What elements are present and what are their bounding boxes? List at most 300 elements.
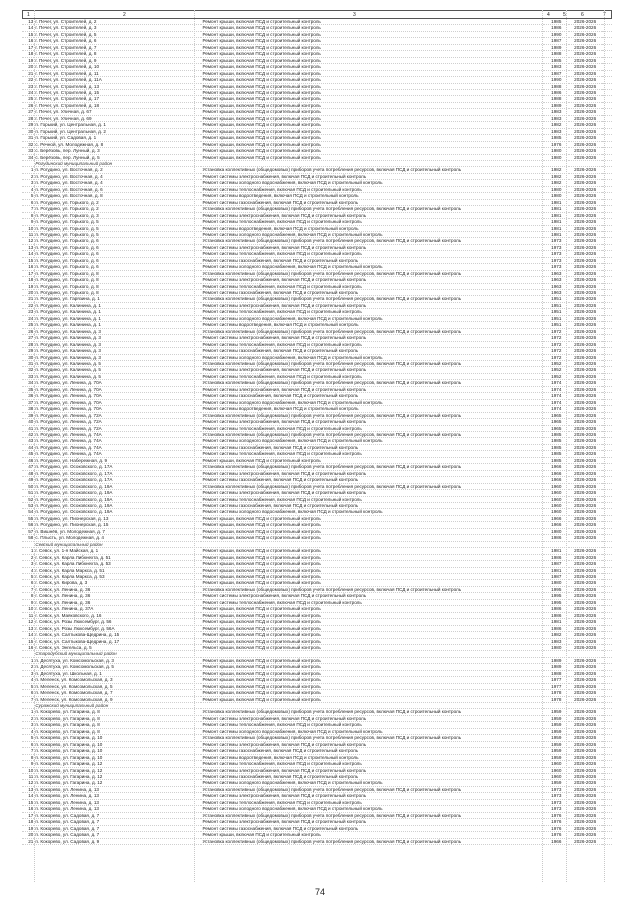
row-number: 15	[22, 31, 34, 37]
period-cell: 2026-2026	[569, 122, 602, 128]
period-cell: 2026-2026	[569, 264, 602, 270]
year-cell: 1982	[544, 122, 569, 128]
work-type-cell: Ремонт крыши, включая ПСД и строительный контроль	[201, 89, 543, 95]
period-cell: 2026-2026	[569, 748, 602, 754]
row-number: 11	[22, 774, 34, 780]
address-cell: с. Речной, ул. Молодежная, д. 8	[34, 141, 201, 147]
work-type-cell: Ремонт системы газоснабжения, включая ПСД и строительный контроль	[201, 199, 543, 205]
year-cell: 1989	[544, 44, 569, 50]
period-cell: 2026-2026	[569, 328, 602, 334]
address-cell: г. Печег, ул. Строителей, д. 17	[34, 96, 201, 102]
address-cell: г. Севск, ул. Карла Маркса, д. 51	[34, 567, 201, 573]
work-type-cell: Ремонт системы электроснабжения, включая ПСД и строительный контроль	[201, 490, 543, 496]
address-cell: п. Рогудино, ул. Калинина, д. 5	[34, 361, 201, 367]
period-cell: 2026-2026	[569, 51, 602, 57]
period-cell: 2026-2026	[569, 44, 602, 50]
period-cell: 2026-2026	[569, 380, 602, 386]
period-cell: 2026-2026	[569, 419, 602, 425]
work-type-cell: Ремонт системы холодного водоснабжения, включая ПСД и строительный контроль	[201, 509, 543, 515]
year-cell: 1960	[544, 774, 569, 780]
address-cell: п. Рогудино, ул. Горького, д. 6	[34, 238, 201, 244]
work-type-cell: Ремонт системы водоотведения, включая ПСД и строительный контроль	[201, 754, 543, 760]
row-number: 21	[22, 296, 34, 302]
work-type-cell: Ремонт системы холодного водоснабжения, включая ПСД и строительный контроль	[201, 315, 543, 321]
year-cell: 1988	[544, 51, 569, 57]
work-type-cell: Ремонт крыши, включая ПСД и строительный контроль	[201, 657, 543, 663]
address-cell: п. Рогудино, ул. Ленина, д. 70А	[34, 406, 201, 412]
period-cell: 2026-2026	[569, 644, 602, 650]
address-cell: п. Кокорево, ул. Гагарина, д. 8	[34, 722, 201, 728]
row-number: 1	[22, 709, 34, 715]
address-cell: п. Рогудино, ул. Осоковского, д. 19А	[34, 496, 201, 502]
row-number: 9	[22, 219, 34, 225]
row-number: 10	[22, 606, 34, 612]
address-cell: п. Кокорево, ул. Ленина, д. 13	[34, 786, 201, 792]
work-type-cell: Ремонт крыши, включая ПСД и строительный контроль	[201, 554, 543, 560]
row-number: 30	[22, 354, 34, 360]
row-number: 24	[22, 315, 34, 321]
row-number: 47	[22, 464, 34, 470]
year-cell: 1981	[544, 199, 569, 205]
table-row	[22, 838, 612, 844]
address-cell: п. Рогудино, ул. Осоковского, д. 19А	[34, 483, 201, 489]
period-cell: 2026-2026	[569, 412, 602, 418]
work-type-cell: Ремонт крыши, включая ПСД и строительный контроль	[201, 51, 543, 57]
period-cell: 2026-2026	[569, 193, 602, 199]
year-cell: 1995	[544, 586, 569, 592]
year-cell: 1972	[544, 354, 569, 360]
work-type-cell: Ремонт крыши, включая ПСД и строительный контроль	[201, 64, 543, 70]
work-type-cell: Установка коллективных (общедомовых) приборов учета потребления ресурсов, включая ПСД и строительный контроль	[201, 432, 543, 438]
period-cell: 2026-2026	[569, 470, 602, 476]
address-cell: п. Рогудино, ул. Ленина, д. 72А	[34, 412, 201, 418]
work-type-cell: Ремонт системы водоотведения, включая ПСД и строительный контроль	[201, 322, 543, 328]
period-cell: 2026-2026	[569, 438, 602, 444]
address-cell: г. Севск, ул. 1-я Майская, д. 1	[34, 548, 201, 554]
year-cell: 1952	[544, 373, 569, 379]
address-cell: г. Севск, ул. Кирова, д. 3	[34, 580, 201, 586]
row-number: 54	[22, 509, 34, 515]
period-cell: 2026-2026	[569, 386, 602, 392]
address-cell: п. Рогудино, ул. Калинина, д. 1	[34, 309, 201, 315]
period-cell: 2026-2026	[569, 451, 602, 457]
address-cell: п. Кокорево, ул. Садовая, д. 7	[34, 812, 201, 818]
row-number: 1	[22, 548, 34, 554]
row-number: 16	[22, 264, 34, 270]
year-cell: 1978	[544, 696, 569, 702]
work-type-cell: Ремонт крыши, включая ПСД и строительный контроль	[201, 612, 543, 618]
work-type-cell: Ремонт крыши, включая ПСД и строительный контроль	[201, 606, 543, 612]
address-cell: п. Рогудино, ул. Пионерская, д. 13	[34, 515, 201, 521]
year-cell: 1976	[544, 141, 569, 147]
period-cell: 2026-2026	[569, 477, 602, 483]
row-number: 11	[22, 612, 34, 618]
work-type-cell: Ремонт системы теплоснабжения, включая ПСД и строительный контроль	[201, 761, 543, 767]
period-cell: 2026-2026	[569, 309, 602, 315]
period-cell: 2026-2026	[569, 606, 602, 612]
row-number: 14	[22, 25, 34, 31]
period-cell: 2026-2026	[569, 619, 602, 625]
year-cell: 1980	[544, 148, 569, 154]
row-number: 26	[22, 328, 34, 334]
year-cell: 1976	[544, 832, 569, 838]
year-cell: 1963	[544, 277, 569, 283]
period-cell: 2026-2026	[569, 399, 602, 405]
year-cell: 1976	[544, 819, 569, 825]
year-cell: 1966	[544, 477, 569, 483]
address-cell: г. Севск, ул. Салтыкова-Щедрина, д. 17	[34, 638, 201, 644]
address-cell: п. Меленск, ул. Комсомольская, д. 5	[34, 683, 201, 689]
work-type-cell: Ремонт системы электроснабжения, включая ПСД и строительный контроль	[201, 819, 543, 825]
year-cell: 1985	[544, 451, 569, 457]
period-cell: 2026-2026	[569, 573, 602, 579]
row-number: 25	[22, 96, 34, 102]
row-number: 13	[22, 625, 34, 631]
address-cell: п. Десятуха, ул. Школьная, д. 1	[34, 670, 201, 676]
period-cell: 2026-2026	[569, 38, 602, 44]
year-cell: 1973	[544, 251, 569, 257]
year-cell: 1980	[544, 154, 569, 160]
year-cell: 1960	[544, 509, 569, 515]
row-number: 31	[22, 361, 34, 367]
year-cell: 1960	[544, 483, 569, 489]
work-type-cell: Установка коллективных (общедомовых) приборов учета потребления ресурсов, включая ПСД и строительный контроль	[201, 586, 543, 592]
year-cell: 1983	[544, 115, 569, 121]
work-type-cell: Установка коллективных (общедомовых) приборов учета потребления ресурсов, включая ПСД и строительный контроль	[201, 270, 543, 276]
address-cell: г. Печег, ул. Строителей, д. 8	[34, 51, 201, 57]
address-cell: п. Рогудино, ул. Ленина, д. 74А	[34, 438, 201, 444]
address-cell: г. Севск, ул. Карла Либкнехта, д. 51	[34, 554, 201, 560]
work-type-cell: Установка коллективных (общедомовых) приборов учета потребления ресурсов, включая ПСД и строительный контроль	[201, 328, 543, 334]
work-type-cell: Установка коллективных (общедомовых) приборов учета потребления ресурсов, включая ПСД и строительный контроль	[201, 167, 543, 173]
period-cell: 2026-2026	[569, 561, 602, 567]
work-type-cell: Ремонт крыши, включая ПСД и строительный контроль	[201, 548, 543, 554]
row-number: 23	[22, 309, 34, 315]
year-cell: 1985	[544, 444, 569, 450]
year-cell: 1982	[544, 173, 569, 179]
year-cell: 1981	[544, 548, 569, 554]
row-number: 42	[22, 432, 34, 438]
period-cell: 2026-2026	[569, 341, 602, 347]
address-cell: п. Рогудино, ул. Ленина, д. 70А	[34, 393, 201, 399]
period-cell: 2026-2026	[569, 354, 602, 360]
work-type-cell: Ремонт системы газоснабжения, включая ПСД и строительный контроль	[201, 257, 543, 263]
year-cell: 1960	[544, 490, 569, 496]
period-cell: 2026-2026	[569, 767, 602, 773]
year-cell: 1981	[544, 231, 569, 237]
work-type-cell: Ремонт системы газоснабжения, включая ПСД и строительный контроль	[201, 348, 543, 354]
row-number: 55	[22, 515, 34, 521]
work-type-cell: Ремонт крыши, включая ПСД и строительный контроль	[201, 567, 543, 573]
period-cell: 2026-2026	[569, 251, 602, 257]
year-cell: 1973	[544, 806, 569, 812]
year-cell: 1988	[544, 96, 569, 102]
year-cell: 1985	[544, 19, 569, 25]
address-cell: г. Печег, ул. Строителей, д. 13	[34, 83, 201, 89]
year-cell: 1983	[544, 109, 569, 115]
period-cell: 2026-2026	[569, 128, 602, 134]
header-col-2: 2	[123, 12, 126, 18]
address-cell: с. Плысть, ул. Молодежная, д. 4	[34, 535, 201, 541]
period-cell: 2026-2026	[569, 490, 602, 496]
document-sheet	[22, 10, 612, 882]
address-cell: п. Рогудино, ул. Восточная, д. 6	[34, 186, 201, 192]
row-number: 18	[22, 277, 34, 283]
address-cell: п. Рогудино, ул. Горького, д. 6	[34, 264, 201, 270]
work-type-cell: Ремонт крыши, включая ПСД и строительный контроль	[201, 102, 543, 108]
address-cell: Рогудинский муниципальный район	[34, 160, 201, 166]
period-cell: 2026-2026	[569, 199, 602, 205]
year-cell: 1976	[544, 812, 569, 818]
address-cell: п. Рогудино, ул. Набережная, д. 9	[34, 457, 201, 463]
row-number: 17	[22, 270, 34, 276]
period-cell: 2026-2026	[569, 257, 602, 263]
address-cell: п. Рогудино, ул. Осоковского, д. 19А	[34, 490, 201, 496]
work-type-cell: Установка коллективных (общедомовых) приборов учета потребления ресурсов, включая ПСД и строительный контроль	[201, 812, 543, 818]
year-cell: 1963	[544, 290, 569, 296]
period-cell: 2026-2026	[569, 335, 602, 341]
address-cell: п. Рогудино, ул. Калинина, д. 1	[34, 315, 201, 321]
period-cell: 2026-2026	[569, 64, 602, 70]
year-cell: 1980	[544, 528, 569, 534]
address-cell: п. Рогудино, ул. Горького, д. 8	[34, 290, 201, 296]
row-number: 2	[22, 173, 34, 179]
address-cell: г. Севск, ул. Энгельса, д. 5	[34, 644, 201, 650]
period-cell: 2026-2026	[569, 457, 602, 463]
period-cell: 2026-2026	[569, 522, 602, 528]
work-type-cell: Ремонт крыши, включая ПСД и строительный контроль	[201, 83, 543, 89]
row-number: 3	[22, 561, 34, 567]
row-number: 4	[22, 186, 34, 192]
period-cell: 2026-2026	[569, 219, 602, 225]
header-col-4: 4	[547, 12, 550, 18]
year-cell: 1980	[544, 644, 569, 650]
period-cell: 2026-2026	[569, 761, 602, 767]
work-type-cell: Ремонт системы холодного водоснабжения, включая ПСД и строительный контроль	[201, 806, 543, 812]
work-type-cell: Ремонт системы холодного водоснабжения, включая ПСД и строительный контроль	[201, 264, 543, 270]
address-cell: п. Кокорево, ул. Гагарина, д. 10	[34, 741, 201, 747]
row-number: 7	[22, 586, 34, 592]
row-number: 31	[22, 135, 34, 141]
period-cell: 2026-2026	[569, 528, 602, 534]
work-type-cell: Ремонт крыши, включая ПСД и строительный контроль	[201, 515, 543, 521]
year-cell: 1966	[544, 838, 569, 844]
period-cell: 2026-2026	[569, 593, 602, 599]
period-cell: 2026-2026	[569, 754, 602, 760]
address-cell: п. Кокорево, ул. Гагарина, д. 10	[34, 754, 201, 760]
year-cell: 1990	[544, 31, 569, 37]
period-cell: 2026-2026	[569, 77, 602, 83]
row-number: 40	[22, 419, 34, 425]
row-number: 21	[22, 70, 34, 76]
row-number: 2	[22, 715, 34, 721]
year-cell: 1966	[544, 470, 569, 476]
work-type-cell: Ремонт крыши, включая ПСД и строительный контроль	[201, 677, 543, 683]
work-type-cell: Ремонт системы теплоснабжения, включая ПСД и строительный контроль	[201, 341, 543, 347]
year-cell: 1986	[544, 606, 569, 612]
row-number: 19	[22, 57, 34, 63]
address-cell: п. Рогудино, ул. Ленина, д. 70А	[34, 386, 201, 392]
address-cell: п. Рогудино, ул. Ленина, д. 74А	[34, 451, 201, 457]
year-cell: 1974	[544, 380, 569, 386]
work-type-cell: Ремонт системы холодного водоснабжения, включая ПСД и строительный контроль	[201, 399, 543, 405]
address-cell: п. Кокорево, ул. Ленина, д. 13	[34, 806, 201, 812]
period-cell: 2026-2026	[569, 496, 602, 502]
work-type-cell: Ремонт системы газоснабжения, включая ПСД и строительный контроль	[201, 502, 543, 508]
row-number: 23	[22, 83, 34, 89]
year-cell: 1960	[544, 502, 569, 508]
work-type-cell: Ремонт системы холодного водоснабжения, включая ПСД и строительный контроль	[201, 180, 543, 186]
work-type-cell: Ремонт крыши, включая ПСД и строительный контроль	[201, 832, 543, 838]
year-cell: 1986	[544, 89, 569, 95]
period-cell: 2026-2026	[569, 554, 602, 560]
year-cell: 1972	[544, 328, 569, 334]
address-cell: п. Кокорево, ул. Садовая, д. 9	[34, 838, 201, 844]
address-cell: г. Печег, ул. Строителей, д. 6	[34, 38, 201, 44]
work-type-cell: Ремонт системы электроснабжения, включая ПСД и строительный контроль	[201, 470, 543, 476]
year-cell: 1974	[544, 393, 569, 399]
year-cell: 1987	[544, 38, 569, 44]
work-type-cell: Ремонт системы газоснабжения, включая ПСД и строительный контроль	[201, 444, 543, 450]
year-cell: 1951	[544, 315, 569, 321]
row-number: 4	[22, 677, 34, 683]
year-cell: 1973	[544, 793, 569, 799]
year-cell: 1973	[544, 257, 569, 263]
period-cell: 2026-2026	[569, 302, 602, 308]
period-cell: 2026-2026	[569, 109, 602, 115]
work-type-cell: Ремонт системы газоснабжения, включая ПСД и строительный контроль	[201, 393, 543, 399]
address-cell: п. Рогудино, ул. Калинина, д. 3	[34, 328, 201, 334]
year-cell: 1951	[544, 309, 569, 315]
address-cell: г. Печег, ул. Строителей, д. 3	[34, 25, 201, 31]
row-number: 18	[22, 819, 34, 825]
work-type-cell: Ремонт крыши, включая ПСД и строительный контроль	[201, 38, 543, 44]
period-cell: 2026-2026	[569, 212, 602, 218]
row-number: 36	[22, 393, 34, 399]
address-cell: г. Печег, ул. Строителей, д. 5	[34, 31, 201, 37]
row-number: 17	[22, 812, 34, 818]
address-cell: п. Кокорево, ул. Гагарина, д. 8	[34, 715, 201, 721]
row-number: 14	[22, 793, 34, 799]
period-cell: 2026-2026	[569, 231, 602, 237]
row-number: 13	[22, 786, 34, 792]
work-type-cell: Ремонт системы электроснабжения, включая ПСД и строительный контроль	[201, 335, 543, 341]
year-cell: 1965	[544, 412, 569, 418]
row-number: 49	[22, 477, 34, 483]
period-cell: 2026-2026	[569, 548, 602, 554]
period-cell: 2026-2026	[569, 19, 602, 25]
row-number: 12	[22, 780, 34, 786]
period-cell: 2026-2026	[569, 425, 602, 431]
year-cell: 1983	[544, 64, 569, 70]
year-cell: 1987	[544, 561, 569, 567]
year-cell: 1965	[544, 425, 569, 431]
address-cell: п. Рогудино, ул. Пионерская, д. 15	[34, 522, 201, 528]
year-cell: 1977	[544, 677, 569, 683]
row-number: 38	[22, 406, 34, 412]
period-cell: 2026-2026	[569, 406, 602, 412]
address-cell: п. Рогудино, ул. Гарязина, д. 1	[34, 296, 201, 302]
year-cell: 1959	[544, 728, 569, 734]
row-number: 53	[22, 502, 34, 508]
year-cell: 1952	[544, 361, 569, 367]
work-type-cell: Установка коллективных (общедомовых) приборов учета потребления ресурсов, включая ПСД и строительный контроль	[201, 412, 543, 418]
address-cell: Стародубский муниципальный район	[34, 651, 201, 657]
year-cell: 1981	[544, 219, 569, 225]
work-type-cell: Ремонт системы теплоснабжения, включая ПСД и строительный контроль	[201, 496, 543, 502]
work-type-cell: Ремонт системы электроснабжения, включая ПСД и строительный контроль	[201, 244, 543, 250]
work-type-cell: Ремонт крыши, включая ПСД и строительный контроль	[201, 154, 543, 160]
period-cell: 2026-2026	[569, 793, 602, 799]
address-cell: п. Рогудино, ул. Горького, д. 5	[34, 219, 201, 225]
page-number: 74	[314, 887, 325, 897]
work-type-cell: Ремонт системы холодного водоснабжения, включая ПСД и строительный контроль	[201, 780, 543, 786]
year-cell: 1951	[544, 302, 569, 308]
row-number: 14	[22, 251, 34, 257]
work-type-cell: Ремонт системы газоснабжения, включая ПСД и строительный контроль	[201, 825, 543, 831]
work-type-cell: Ремонт системы электроснабжения, включая ПСД и строительный контроль	[201, 212, 543, 218]
work-type-cell: Ремонт системы холодного водоснабжения, включая ПСД и строительный контроль	[201, 438, 543, 444]
work-type-cell: Ремонт системы холодного водоснабжения, включая ПСД и строительный контроль	[201, 728, 543, 734]
period-cell: 2026-2026	[569, 296, 602, 302]
row-number: 43	[22, 438, 34, 444]
year-cell: 1986	[544, 25, 569, 31]
address-cell: п. Рогудино, ул. Горького, д. 6	[34, 244, 201, 250]
address-cell: п. Рогудино, ул. Ленина, д. 70А	[34, 399, 201, 405]
year-cell: 1960	[544, 496, 569, 502]
work-type-cell: Ремонт системы теплоснабжения, включая ПСД и строительный контроль	[201, 722, 543, 728]
row-number: 46	[22, 457, 34, 463]
row-number: 5	[22, 193, 34, 199]
work-type-cell: Установка коллективных (общедомовых) приборов учета потребления ресурсов, включая ПСД и строительный контроль	[201, 464, 543, 470]
address-cell: п. Рогудино, ул. Калинина, д. 5	[34, 373, 201, 379]
year-cell: 1973	[544, 799, 569, 805]
work-type-cell: Ремонт крыши, включая ПСД и строительный контроль	[201, 457, 543, 463]
period-cell: 2026-2026	[569, 483, 602, 489]
address-cell: г. Печег, ул. Строителей, д. 2	[34, 19, 201, 25]
year-cell: 1951	[544, 296, 569, 302]
period-cell: 2026-2026	[569, 612, 602, 618]
work-type-cell: Ремонт системы электроснабжения, включая ПСД и строительный контроль	[201, 302, 543, 308]
address-cell: г. Печег, ул. Строителей, д. 15	[34, 89, 201, 95]
year-cell: 1985	[544, 457, 569, 463]
year-cell: 1982	[544, 167, 569, 173]
row-number: 9	[22, 761, 34, 767]
address-cell: п. Десятуха, ул. Комсомольская, д. 3	[34, 657, 201, 663]
address-cell: п. Рогудино, ул. Осоковского, д. 17А	[34, 470, 201, 476]
row-number: 44	[22, 444, 34, 450]
row-number: 13	[22, 19, 34, 25]
period-cell: 2026-2026	[569, 270, 602, 276]
period-cell: 2026-2026	[569, 709, 602, 715]
address-cell: Севский муниципальный район	[34, 541, 201, 547]
work-type-cell: Ремонт системы теплоснабжения, включая ПСД и строительный контроль	[201, 309, 543, 315]
address-cell: п. Кокорево, ул. Садовая, д. 7	[34, 825, 201, 831]
year-cell: 1983	[544, 128, 569, 134]
row-number: 17	[22, 44, 34, 50]
row-number: 32	[22, 367, 34, 373]
address-cell: г. Печег, ул. Строителей, д. 9	[34, 57, 201, 63]
row-number: 28	[22, 341, 34, 347]
row-number: 6	[22, 199, 34, 205]
period-cell: 2026-2026	[569, 96, 602, 102]
row-number: 39	[22, 412, 34, 418]
address-cell: г. Печег, ул. Строителей, д. 7	[34, 44, 201, 50]
year-cell: 1963	[544, 270, 569, 276]
year-cell: 1972	[544, 335, 569, 341]
address-cell: п. Горький, ул. Центральная, д. 1	[34, 122, 201, 128]
year-cell: 1986	[544, 625, 569, 631]
